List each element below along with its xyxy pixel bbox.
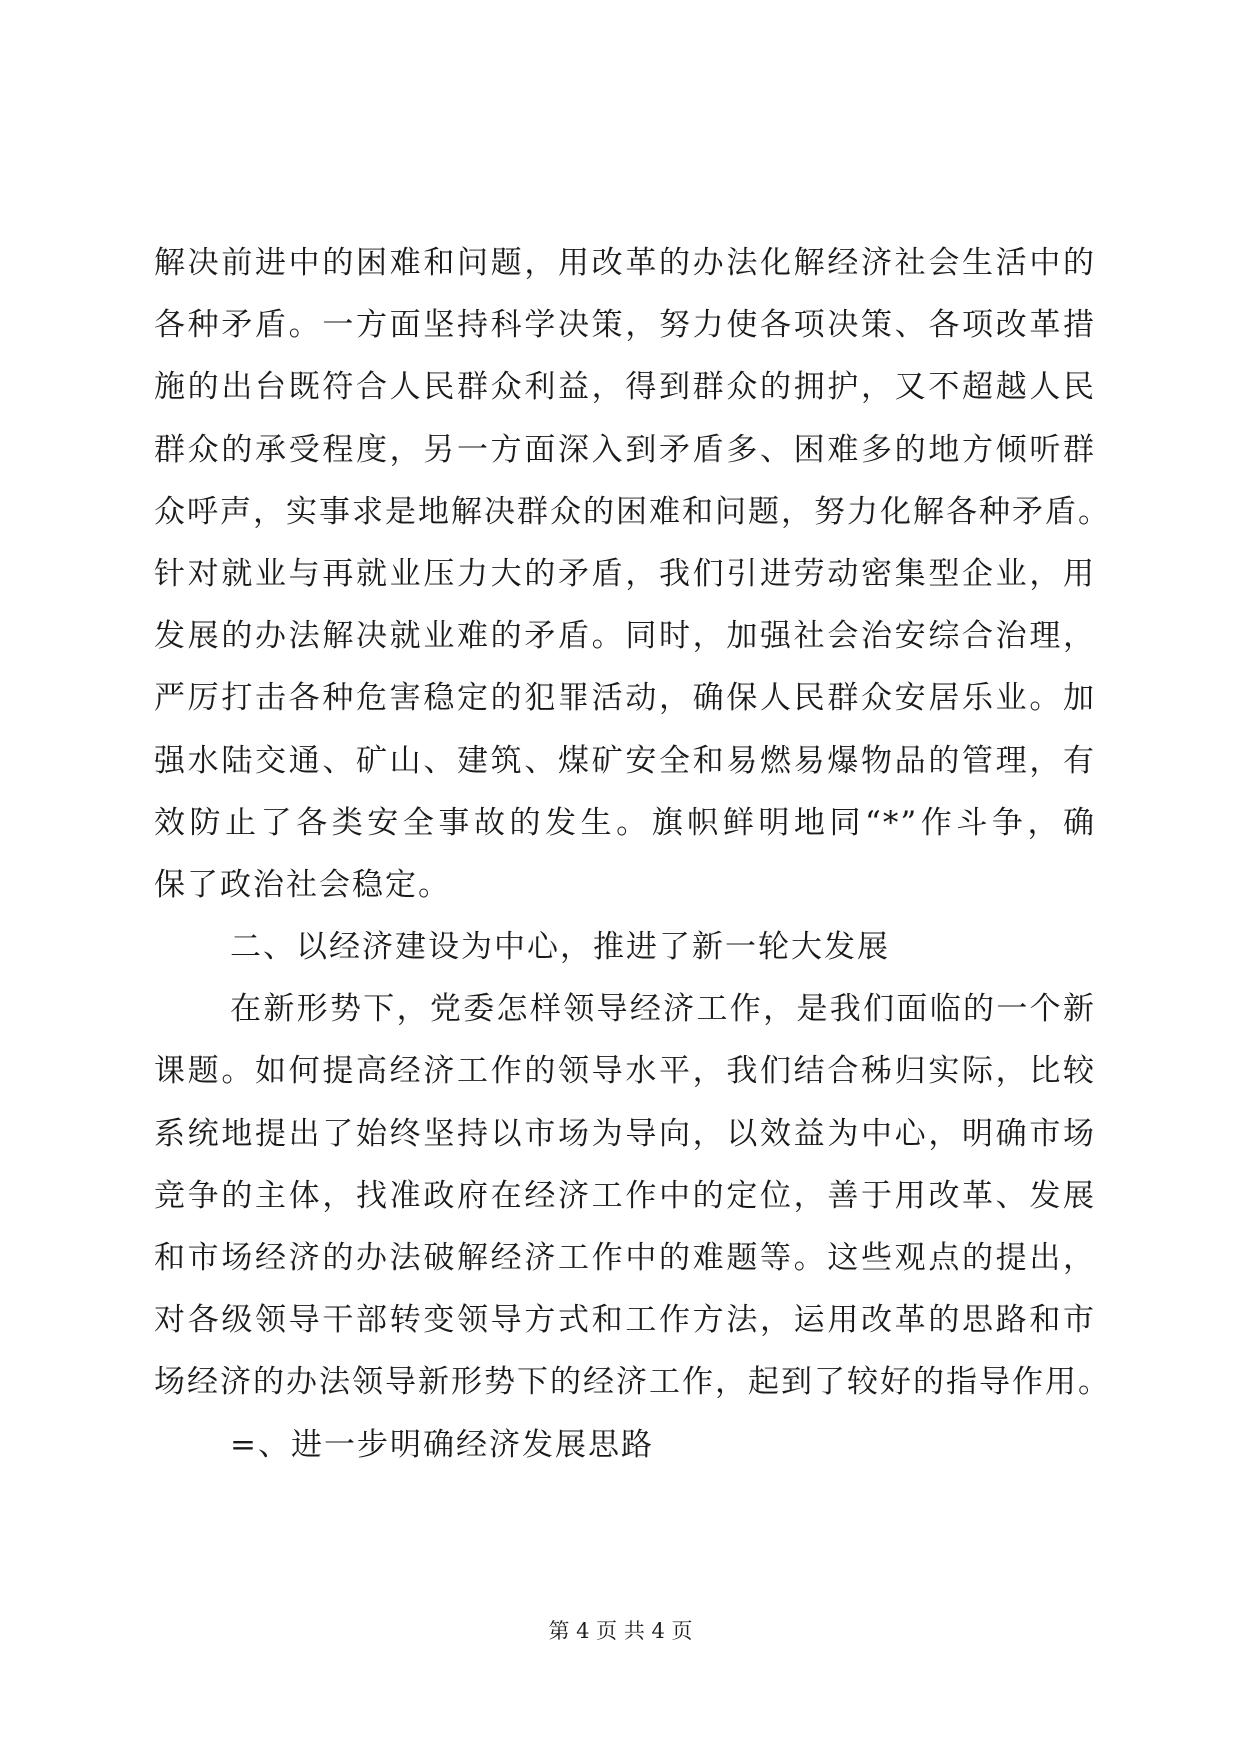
body-line-16: 竞争的主体，找准政府在经济工作中的定位，善于用改革、发展 xyxy=(154,1177,1096,1214)
body-line-13: 在新形势下，党委怎样领导经济工作，是我们面临的一个新 xyxy=(230,991,1096,1028)
body-line-11: 保了政治社会稳定。 xyxy=(154,866,451,903)
body-line-4: 群众的承受程度，另一方面深入到矛盾多、困难多的地方倾听群 xyxy=(154,431,1096,468)
body-line-8: 严厉打击各种危害稳定的犯罪活动，确保人民群众安居乐业。加 xyxy=(154,680,1096,717)
body-line-3: 施的出台既符合人民群众利益，得到群众的拥护，又不超越人民 xyxy=(154,369,1096,406)
body-line-1: 解决前进中的困难和问题，用改革的办法化解经济社会生活中的 xyxy=(154,245,1096,281)
body-line-10: 效防止了各类安全事故的发生。旗帜鲜明地同“*”作斗争，确 xyxy=(154,804,1096,841)
body-line-5: 众呼声，实事求是地解决群众的困难和问题，努力化解各种矛盾。 xyxy=(154,493,1111,530)
body-line-19: 场经济的办法领导新形势下的经济工作，起到了较好的指导作用。 xyxy=(154,1364,1111,1401)
body-line-9: 强水陆交通、矿山、建筑、煤矿安全和易燃易爆物品的管理，有 xyxy=(154,742,1096,779)
body-line-17: 和市场经济的办法破解经济工作中的难题等。这些观点的提出， xyxy=(154,1240,1096,1276)
body-line-2: 各种矛盾。一方面坚持科学决策，努力使各项决策、各项改革措 xyxy=(154,307,1096,344)
section-heading-2: 二、以经济建设为中心，推进了新一轮大发展 xyxy=(230,929,890,966)
page-number-footer: 第 4 页 共 4 页 xyxy=(548,1619,693,1643)
section-heading-3: =、进一步明确经济发展思路 xyxy=(230,1426,654,1463)
body-line-14: 课题。如何提高经济工作的领导水平，我们结合秭归实际，比较 xyxy=(154,1053,1096,1090)
body-line-6: 针对就业与再就业压力大的矛盾，我们引进劳动密集型企业，用 xyxy=(154,555,1096,592)
body-line-18: 对各级领导干部转变领导方式和工作方法，运用改革的思路和市 xyxy=(154,1302,1096,1339)
document-body xyxy=(154,232,1111,1476)
body-line-15: 系统地提出了始终坚持以市场为导向，以效益为中心，明确市场 xyxy=(154,1115,1096,1152)
body-line-7: 发展的办法解决就业难的矛盾。同时，加强社会治安综合治理， xyxy=(154,618,1096,655)
